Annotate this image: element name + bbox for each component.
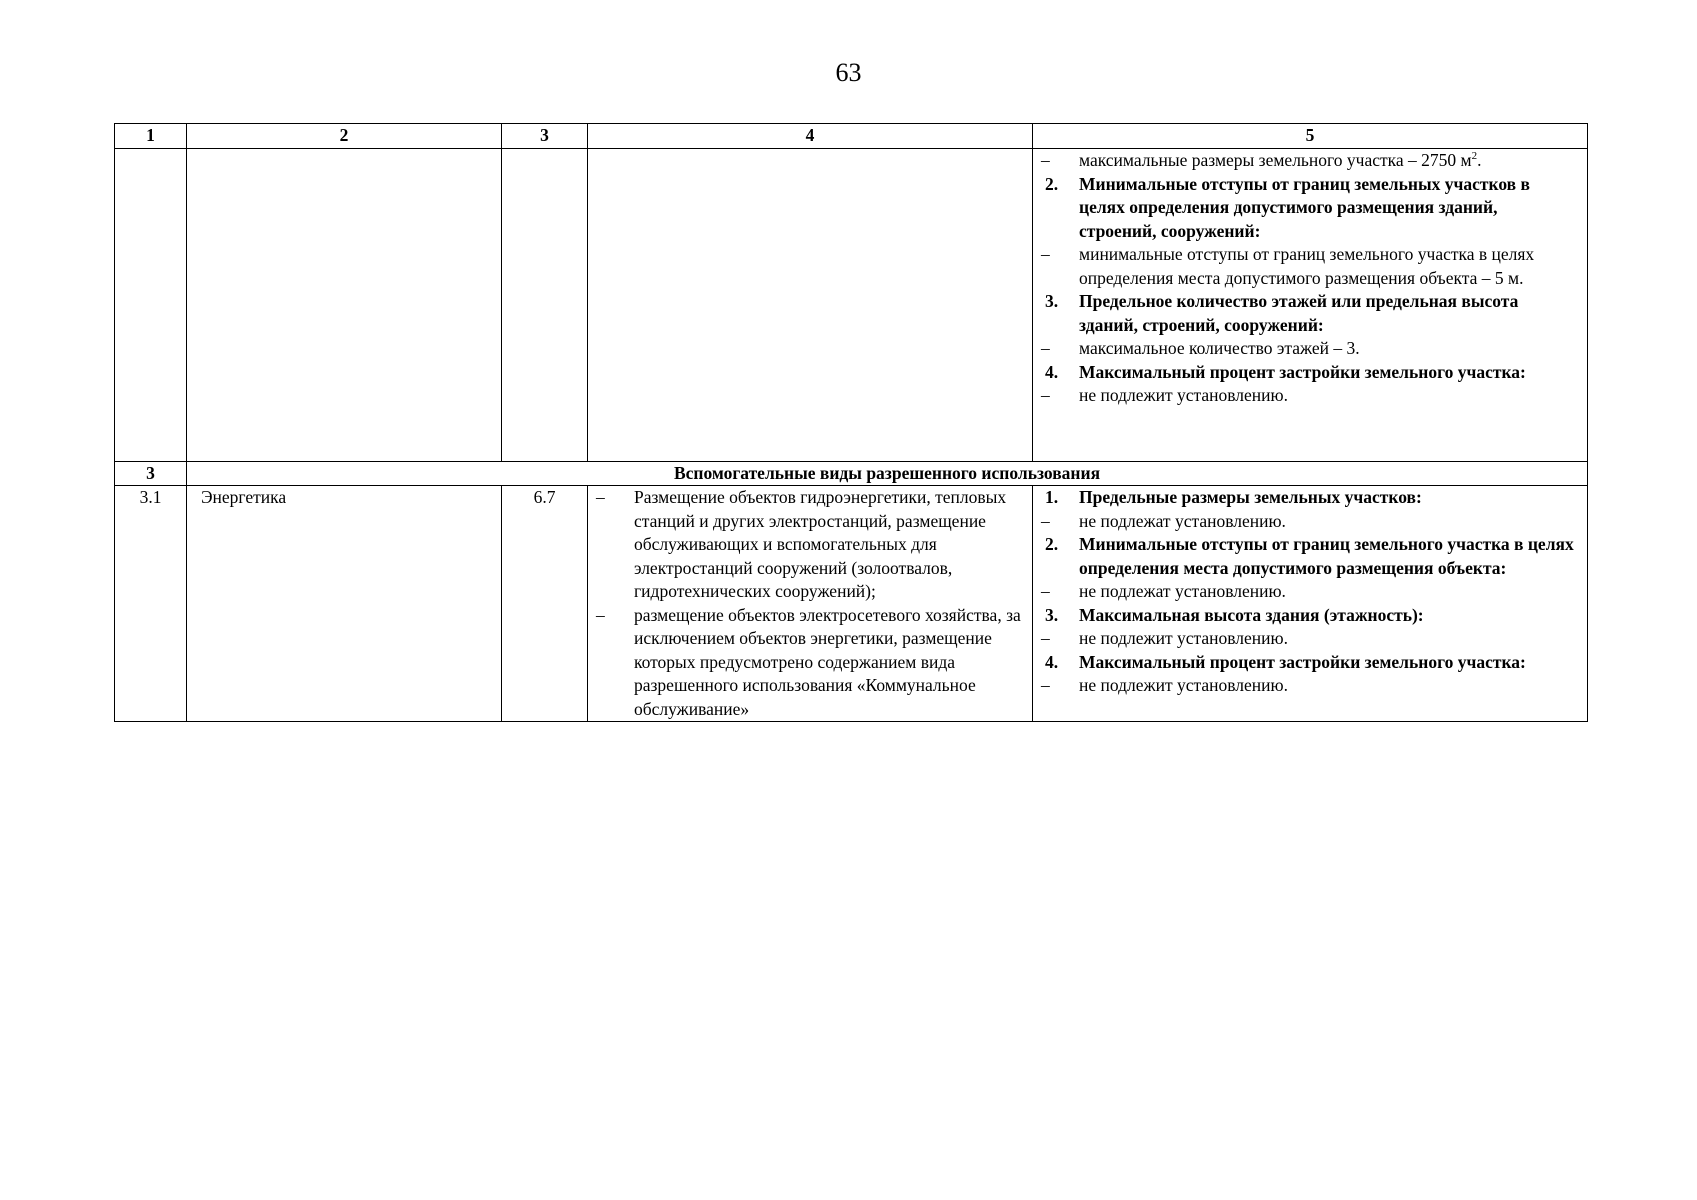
page-number: 63 xyxy=(835,58,862,87)
cont-cell-4 xyxy=(588,149,1033,462)
header-col-1: 1 xyxy=(115,124,187,149)
list-item: – минимальные отступы от границ земельного участка в целях определения места допустимого размещения объекта – 5 м. xyxy=(1041,244,1535,288)
row-number: 3.1 xyxy=(115,486,187,722)
section-number: 3 xyxy=(115,462,187,486)
header-col-4: 4 xyxy=(588,124,1033,149)
header-row xyxy=(115,124,1588,149)
list-item: – Размещение объектов гидроэнергетики, тепловых станций и других электростанций, размещение обслуживающих и вспомогательных для электростанций сооружений (золоотвалов, гидротехнических сооружений); xyxy=(596,487,1007,601)
list-item-heading: 2. Минимальные отступы от границ земельного участка в целях определения места допустимого размещения объекта: xyxy=(1045,534,1574,578)
header-col-3: 3 xyxy=(502,124,588,149)
list-item-heading: 2. Минимальные отступы от границ земельных участков в целях определения допустимого размещения зданий, строений, сооружений: xyxy=(1045,173,1530,241)
list-item-heading: 3. Предельное количество этажей или предельная высота зданий, строений, сооружений: xyxy=(1045,291,1519,335)
cont-cell-1 xyxy=(115,149,187,462)
parameters-cell xyxy=(1033,486,1588,722)
list-item-heading: 3. Максимальная высота здания (этажность): xyxy=(1045,604,1424,625)
list-item: – не подлежит установлению. xyxy=(1041,675,1288,695)
list-item: – не подлежит установлению. xyxy=(1041,628,1288,648)
list-item: – не подлежит установлению. xyxy=(1041,385,1288,405)
list-item-heading: 1. Предельные размеры земельных участков: xyxy=(1045,487,1422,507)
section-title: Вспомогательные виды разрешенного использования xyxy=(187,462,1588,486)
list-item: – размещение объектов электросетевого хозяйства, за исключением объектов энергетики, размещение которых предусмотрено содержанием вида разрешенного использования «Коммунальное обслуживание» xyxy=(596,604,1021,719)
use-type-description xyxy=(588,486,1033,722)
table-row xyxy=(115,486,1588,722)
section-row xyxy=(115,462,1588,486)
header-col-2: 2 xyxy=(187,124,502,149)
cont-cell-5 xyxy=(1033,149,1588,462)
use-type-code: 6.7 xyxy=(502,486,588,722)
header-col-5: 5 xyxy=(1033,124,1588,149)
zoning-table xyxy=(114,123,1588,722)
list-item-heading: 4. Максимальный процент застройки земельного участка: xyxy=(1045,651,1526,672)
continuation-row xyxy=(115,149,1588,462)
list-item: – не подлежат установлению. xyxy=(1041,581,1286,601)
cont-cell-2 xyxy=(187,149,502,462)
list-item: – максимальные размеры земельного участка – 2750 $м^2$. xyxy=(1041,150,1482,170)
list-item-heading: 4. Максимальный процент застройки земельного участка: xyxy=(1045,361,1526,382)
use-type-name: Энергетика xyxy=(187,486,502,722)
cont-cell-3 xyxy=(502,149,588,462)
list-item: – не подлежат установлению. xyxy=(1041,510,1286,531)
list-item: – максимальное количество этажей – 3. xyxy=(1041,338,1360,358)
